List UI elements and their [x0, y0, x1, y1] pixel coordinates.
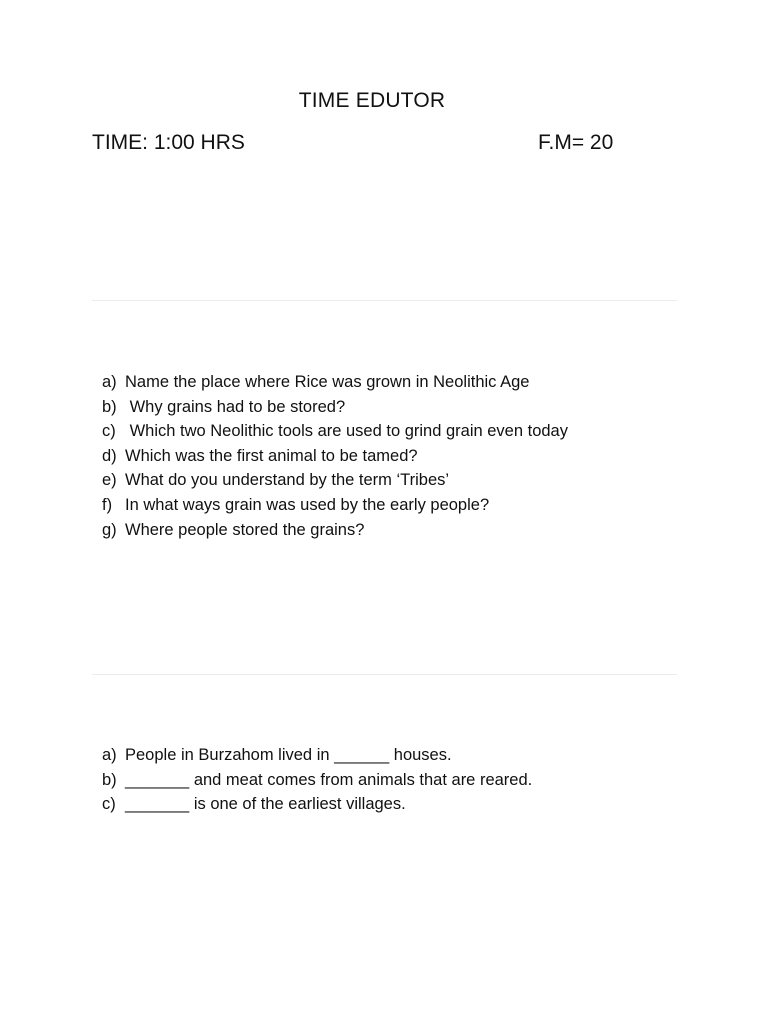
question-text: People in Burzahom lived in ______ houses. [125, 746, 452, 764]
question-item [102, 493, 702, 518]
question-text: _______ and meat comes from animals that are reared. [125, 770, 533, 789]
question-item [102, 395, 702, 420]
question-text: Which two Neolithic tools are used to grind grain even today [125, 422, 568, 441]
time-duration: TIME: 1:00 HRS [92, 131, 245, 154]
question-item [102, 792, 702, 817]
section-divider [92, 300, 677, 301]
question-text: What do you understand by the term ‘Tribes’ [125, 471, 450, 490]
question-item [102, 743, 702, 768]
question-marker: b) [102, 397, 117, 416]
question-list-short-answer [102, 370, 702, 542]
document-title: TIME EDUTOR [298, 89, 446, 112]
question-marker: g) [102, 520, 117, 539]
question-item [102, 468, 702, 493]
question-item [102, 444, 702, 469]
question-marker: e) [102, 471, 117, 490]
question-marker: a) [102, 373, 117, 391]
question-marker: b) [102, 770, 117, 789]
question-marker: c) [102, 422, 116, 441]
full-marks: F.M= 20 [538, 131, 614, 154]
question-text: Name the place where Rice was grown in Neolithic Age [125, 373, 530, 391]
question-item [102, 419, 702, 444]
question-marker: a) [102, 746, 117, 764]
question-text: Which was the first animal to be tamed? [125, 446, 418, 465]
question-text: In what ways grain was used by the early people? [125, 495, 490, 514]
question-text: Why grains had to be stored? [125, 397, 346, 416]
question-list-fill-blanks [102, 743, 702, 817]
question-marker: f) [102, 495, 113, 514]
question-item [102, 768, 702, 793]
question-text: _______ is one of the earliest villages. [125, 795, 406, 814]
question-marker: c) [102, 795, 116, 814]
question-text: Where people stored the grains? [125, 520, 365, 539]
section-divider [92, 674, 677, 675]
question-marker: d) [102, 446, 117, 465]
question-item [102, 370, 702, 395]
question-item [102, 518, 702, 543]
